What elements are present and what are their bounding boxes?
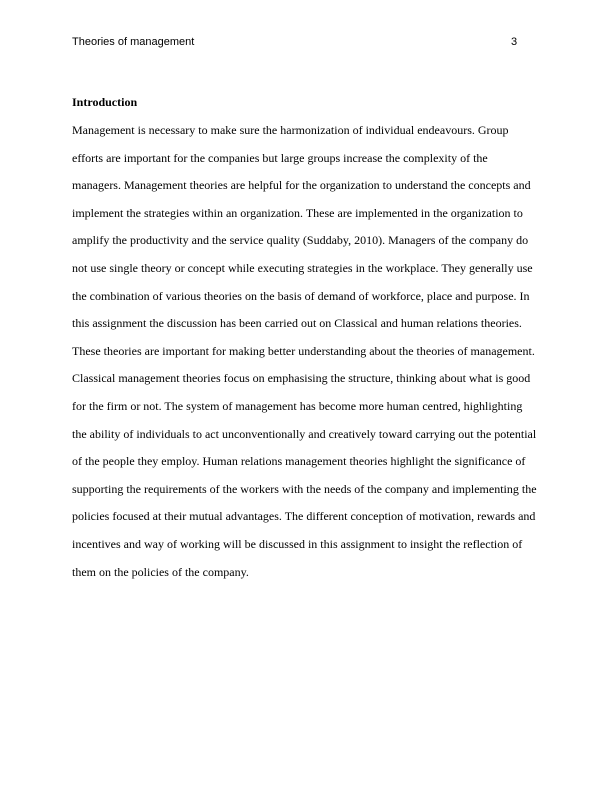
text-line: policies focused at their mutual advantages. The different conception of motivation, rewards and xyxy=(72,509,536,524)
text-line: them on the policies of the company. xyxy=(72,564,249,579)
text-line: amplify the productivity and the service quality (Suddaby, 2010). Managers of the company do xyxy=(72,233,529,248)
section-heading: Introduction xyxy=(72,95,138,109)
text-line: efforts are important for the companies but large groups increase the complexity of the xyxy=(72,150,488,165)
text-line: incentives and way of working will be discussed in this assignment to insight the reflection of xyxy=(72,536,523,551)
text-line: the ability of individuals to act unconventionally and creatively toward carrying out the potential xyxy=(72,426,537,441)
text-line: this assignment the discussion has been carried out on Classical and human relations theories. xyxy=(72,316,522,331)
text-line: supporting the requirements of the workers with the needs of the company and implementing the xyxy=(72,481,537,496)
text-line: implement the strategies within an organization. These are implemented in the organization to xyxy=(72,205,523,220)
text-line: of the people they employ. Human relations management theories highlight the significance of xyxy=(72,454,526,469)
running-header-title: Theories of management xyxy=(72,36,195,48)
text-line: Classical management theories focus on emphasising the structure, thinking about what is good xyxy=(72,371,531,386)
text-line: Management is necessary to make sure the harmonization of individual endeavours. Group xyxy=(72,123,509,137)
text-line: These theories are important for making better understanding about the theories of management. xyxy=(72,343,535,358)
body-paragraph xyxy=(72,122,537,591)
page-number: 3 xyxy=(511,36,518,48)
text-line: the combination of various theories on the basis of demand of workforce, place and purpose. In xyxy=(72,288,530,303)
text-line: managers. Management theories are helpful for the organization to understand the concepts and xyxy=(72,178,531,193)
text-line: not use single theory or concept while executing strategies in the workplace. They generally use xyxy=(72,260,533,275)
text-line: for the firm or not. The system of management has become more human centred, highlighting xyxy=(72,398,523,413)
